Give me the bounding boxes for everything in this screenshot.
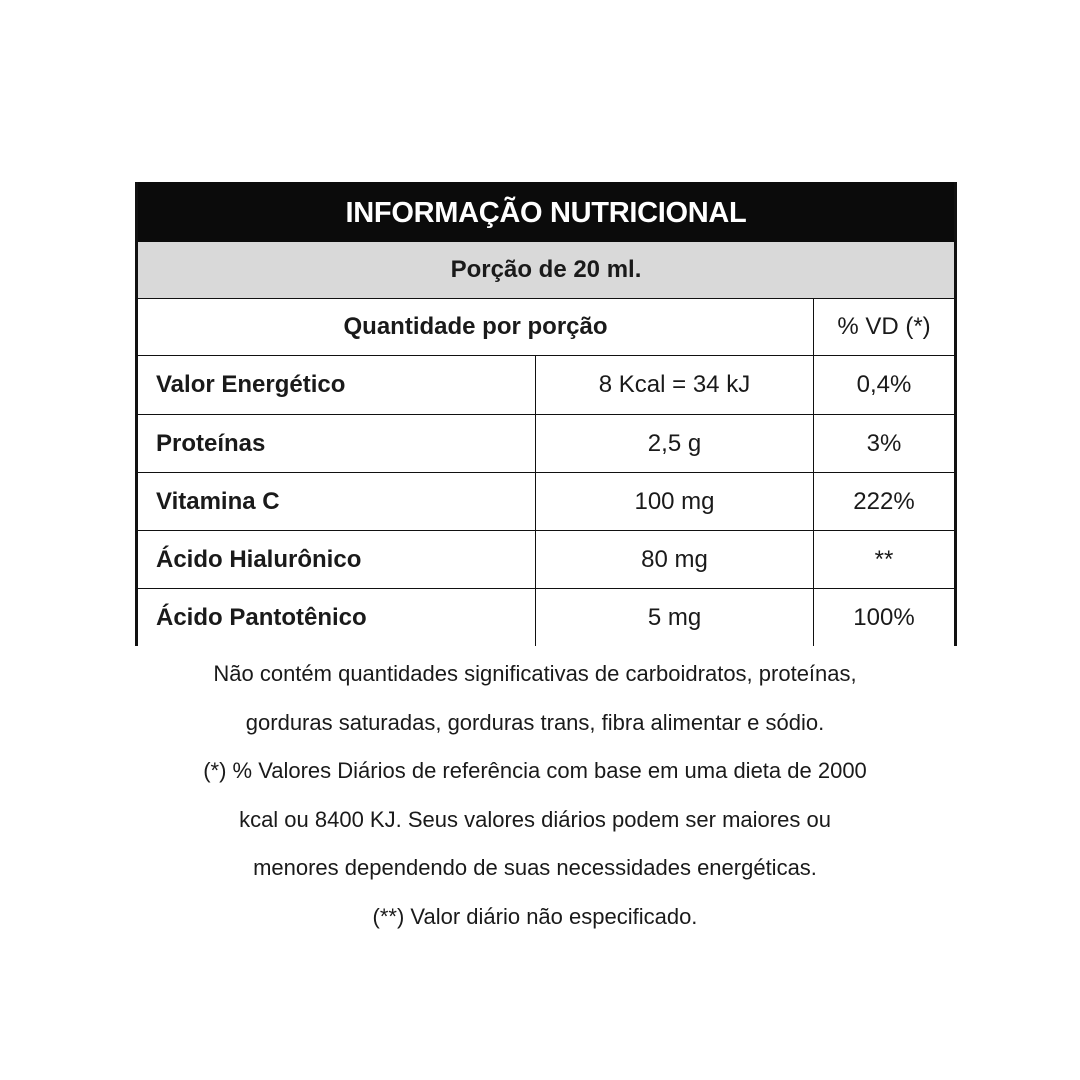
nutrient-amount: 100 mg: [536, 473, 814, 530]
portion-size: Porção de 20 ml.: [138, 242, 954, 299]
nutrient-amount: 5 mg: [536, 589, 814, 646]
table-row: [138, 356, 954, 414]
footnote-line: Não contém quantidades significativas de carboidratos, proteínas,: [213, 661, 857, 686]
quantity-header: Quantidade por porção: [138, 299, 814, 355]
table-header-row: [138, 299, 954, 356]
nutrient-name: Ácido Hialurônico: [138, 531, 536, 588]
footnote-line: (*) % Valores Diários de referência com base em uma dieta de 2000: [203, 758, 867, 784]
table-row: [138, 414, 954, 472]
nutrient-vd: 100%: [853, 603, 915, 631]
nutrition-facts-table: [135, 182, 957, 646]
footnote-line: gorduras saturadas, gorduras trans, fibra alimentar e sódio.: [245, 709, 825, 735]
nutrient-name: Valor Energético: [138, 356, 536, 414]
table-row: [138, 588, 954, 646]
nutrient-vd: 3%: [866, 429, 902, 457]
footnote-line: menores dependendo de suas necessidades energéticas.: [253, 855, 817, 881]
vd-header: % VD (*): [837, 313, 931, 340]
nutrient-amount: 80 mg: [536, 531, 814, 588]
footnotes: [80, 650, 990, 942]
nutrient-name: Ácido Pantotênico: [138, 589, 536, 646]
nutrient-amount: 8 Kcal = 34 kJ: [536, 356, 814, 414]
table-row: [138, 530, 954, 588]
nutrient-vd: 0,4%: [856, 371, 912, 398]
nutrient-amount: 2,5 g: [536, 415, 814, 472]
table-title: INFORMAÇÃO NUTRICIONAL: [138, 182, 954, 242]
nutrient-vd: **: [874, 545, 894, 573]
table-row: [138, 472, 954, 530]
nutrient-name: Vitamina C: [138, 473, 536, 530]
nutrient-name: Proteínas: [138, 415, 536, 472]
nutrient-vd: 222%: [853, 487, 915, 515]
footnote-line: kcal ou 8400 KJ. Seus valores diários podem ser maiores ou: [239, 806, 831, 832]
footnote-line: (**) Valor diário não especificado.: [372, 903, 698, 929]
